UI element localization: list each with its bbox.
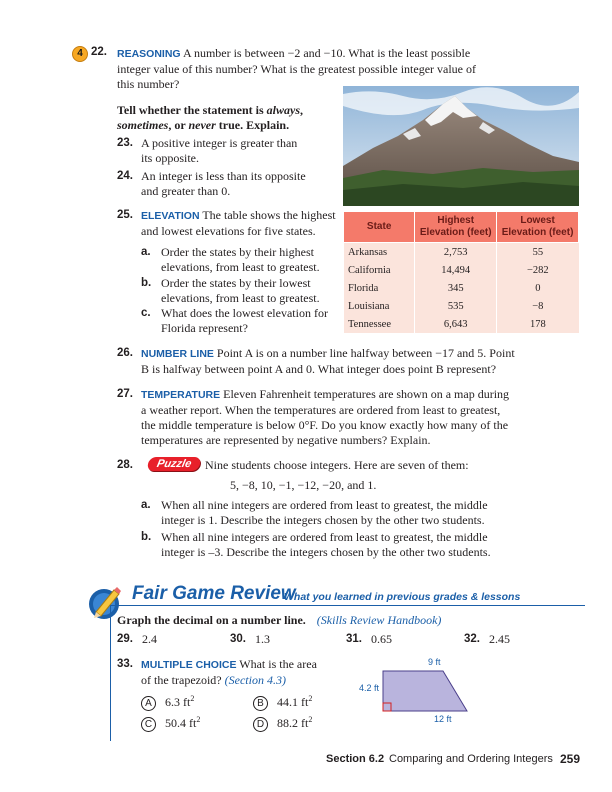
problem-text-line: A number is between −2 and −10. What is the least possible: [182, 46, 471, 60]
problem-text-line: elevations, from least to greatest.: [161, 291, 320, 305]
problem-28-values: 5, −8, 10, −1, −12, −20, and 1.: [230, 478, 377, 492]
problem-number: 32.: [464, 633, 480, 645]
footer-title: Comparing and Ordering Integers: [389, 753, 553, 765]
lowest-cell: 178: [497, 315, 579, 333]
part-label: b.: [141, 277, 152, 289]
table-row: [344, 297, 579, 315]
problem-number: 26.: [117, 347, 133, 359]
elevation-table: [343, 211, 579, 333]
problem-text-line: and lowest elevations for five states.: [141, 224, 316, 238]
part-label: a.: [141, 246, 151, 258]
problem-text-line: The table shows the highest: [202, 208, 336, 222]
problem-number: 23.: [117, 137, 133, 149]
instruction-part: ,: [300, 103, 303, 117]
choice-exponent: 2: [190, 694, 195, 703]
problem-number: 29.: [117, 633, 133, 645]
choice-value: 44.1 ft: [277, 695, 309, 709]
problem-33: [141, 657, 317, 688]
decimal-value: 2.4: [142, 632, 157, 646]
problem-text-line: Order the states by their highest: [161, 245, 314, 259]
problem-text-line: integer is –3. Describe the integers chosen by the other two students.: [161, 545, 491, 559]
highest-cell: 535: [415, 297, 497, 315]
highest-cell: 2,753: [415, 243, 497, 262]
mountain-photo: [343, 86, 579, 206]
problem-25c: [161, 306, 328, 336]
table-row: [344, 243, 579, 262]
problem-23: [141, 136, 297, 166]
fair-game-subtitle: What you learned in previous grades & lessons: [284, 591, 521, 603]
part-label: a.: [141, 499, 151, 511]
problem-27: [141, 387, 581, 448]
problem-text-line: and greater than 0.: [141, 184, 231, 198]
state-cell: Arkansas: [344, 243, 415, 262]
highest-cell: 345: [415, 279, 497, 297]
instruction-part: , or: [168, 118, 189, 132]
problem-28b: [161, 530, 491, 560]
lowest-cell: −8: [497, 297, 579, 315]
highest-cell: 14,494: [415, 261, 497, 279]
problem-text-line: A positive integer is greater than: [141, 136, 298, 150]
problem-number: 33.: [117, 658, 133, 670]
decimal-value: 1.3: [255, 632, 270, 646]
problem-number: 30.: [230, 633, 246, 645]
trapezoid-height-label: 4.2 ft: [359, 683, 380, 693]
column-header: Highest Elevation (feet): [415, 212, 497, 243]
problem-keyword: NUMBER LINE: [141, 348, 214, 360]
problem-keyword: ELEVATION: [141, 210, 200, 222]
instruction-part: sometimes: [117, 118, 169, 132]
table-row: [344, 279, 579, 297]
problem-text-line: integer is 1. Describe the integers chosen by the other two students.: [161, 513, 485, 527]
problem-text-line: of the trapezoid?: [141, 673, 222, 687]
table-header-row: [344, 212, 579, 243]
state-cell: Florida: [344, 279, 415, 297]
column-header: State: [344, 212, 415, 243]
section-reference: (Section 4.3): [224, 673, 286, 687]
problem-25b: [161, 276, 320, 306]
footer-section: Section 6.2: [326, 753, 385, 765]
problem-24: [141, 169, 306, 199]
problem-text-line: the middle temperature is below 0°F. Do you know exactly how many of the: [141, 418, 509, 432]
choice-exponent: 2: [308, 715, 313, 724]
problem-text-line: An integer is less than its opposite: [141, 169, 306, 183]
part-label: b.: [141, 531, 152, 543]
choice-value: 50.4 ft: [165, 716, 197, 730]
problem-number: 31.: [346, 633, 362, 645]
problem-text-line: B is halfway between point A and 0. What integer does point B represent?: [141, 362, 497, 376]
problem-number: 27.: [117, 388, 133, 400]
section-reference: (Skills Review Handbook): [316, 613, 442, 627]
choice-letter: B: [253, 696, 268, 711]
state-cell: Tennessee: [344, 315, 415, 333]
choice-value: 88.2 ft: [277, 716, 309, 730]
problem-text-line: Eleven Fahrenheit temperatures are shown on a map during: [223, 387, 510, 401]
problem-28a: [161, 498, 488, 528]
fair-game-title: Fair Game Review: [132, 583, 296, 604]
fair-game-divider-top: [110, 605, 585, 606]
lowest-cell: 0: [497, 279, 579, 297]
problem-text-line: Order the states by their lowest: [161, 276, 311, 290]
instruction-part: true. Explain.: [215, 118, 290, 132]
problem-text-line: What is the area: [239, 657, 317, 671]
choice-a: [141, 691, 194, 711]
lowest-cell: −282: [497, 261, 579, 279]
problem-number: 22.: [91, 46, 107, 58]
puzzle-badge: Puzzle: [147, 457, 202, 471]
highest-cell: 6,643: [415, 315, 497, 333]
instruction-part: never: [188, 118, 216, 132]
problem-keyword: REASONING: [117, 48, 181, 60]
problem-text-line: elevations, from least to greatest.: [161, 260, 320, 274]
trapezoid-top-label: 9 ft: [428, 657, 441, 667]
lowest-cell: 55: [497, 243, 579, 262]
choice-exponent: 2: [308, 694, 313, 703]
page-number: 259: [560, 752, 581, 766]
choice-letter: C: [141, 717, 156, 732]
problem-26: [141, 346, 581, 377]
choice-letter: A: [141, 696, 156, 711]
problem-number: 25.: [117, 209, 133, 221]
problem-text-line: integer value of this number? What is the greatest possible integer value of: [117, 62, 476, 76]
problem-25a: [161, 245, 320, 275]
difficulty-level-badge: 4: [72, 46, 88, 62]
instruction-part: Tell whether the statement is: [117, 103, 267, 117]
state-cell: Louisiana: [344, 297, 415, 315]
choice-b: [253, 691, 312, 711]
problem-number: 24.: [117, 170, 133, 182]
choice-letter: D: [253, 717, 268, 732]
part-label: c.: [141, 307, 151, 319]
problem-text-line: a weather report. When the temperatures are ordered from least to greatest,: [141, 403, 501, 417]
problem-number: 28.: [117, 459, 133, 471]
column-header: Lowest Elevation (feet): [497, 212, 579, 243]
problem-keyword: TEMPERATURE: [141, 389, 221, 401]
problem-text-line: What does the lowest elevation for: [161, 306, 328, 320]
problem-text-line: Point A is on a number line halfway between −17 and 5. Point: [216, 346, 515, 360]
trapezoid-bottom-label: 12 ft: [434, 714, 452, 724]
table-row: [344, 261, 579, 279]
choice-c: [141, 712, 200, 732]
choice-value: 6.3 ft: [165, 695, 191, 709]
instruction-bold: Graph the decimal on a number line.: [117, 613, 306, 627]
decimal-value: 0.65: [371, 632, 392, 646]
problem-text-line: When all nine integers are ordered from least to greatest, the middle: [161, 498, 488, 512]
problem-25: [141, 208, 336, 239]
instruction-text: [117, 103, 303, 133]
problem-text-line: temperatures are represented by negative numbers? Explain.: [141, 433, 431, 447]
choice-d: [253, 712, 312, 732]
problem-keyword: MULTIPLE CHOICE: [141, 659, 237, 671]
problem-text-line: Florida represent?: [161, 321, 248, 335]
state-cell: California: [344, 261, 415, 279]
table-row: [344, 315, 579, 333]
fair-game-instruction: [117, 613, 441, 628]
instruction-part: always: [266, 103, 300, 117]
decimal-value: 2.45: [489, 632, 510, 646]
fair-game-left-rule: [110, 606, 111, 741]
problem-text-line: its opposite.: [141, 151, 200, 165]
problem-28-intro: Nine students choose integers. Here are seven of them:: [205, 458, 469, 472]
problem-text-line: this number?: [117, 77, 180, 91]
choice-exponent: 2: [196, 715, 201, 724]
problem-text-line: When all nine integers are ordered from least to greatest, the middle: [161, 530, 488, 544]
